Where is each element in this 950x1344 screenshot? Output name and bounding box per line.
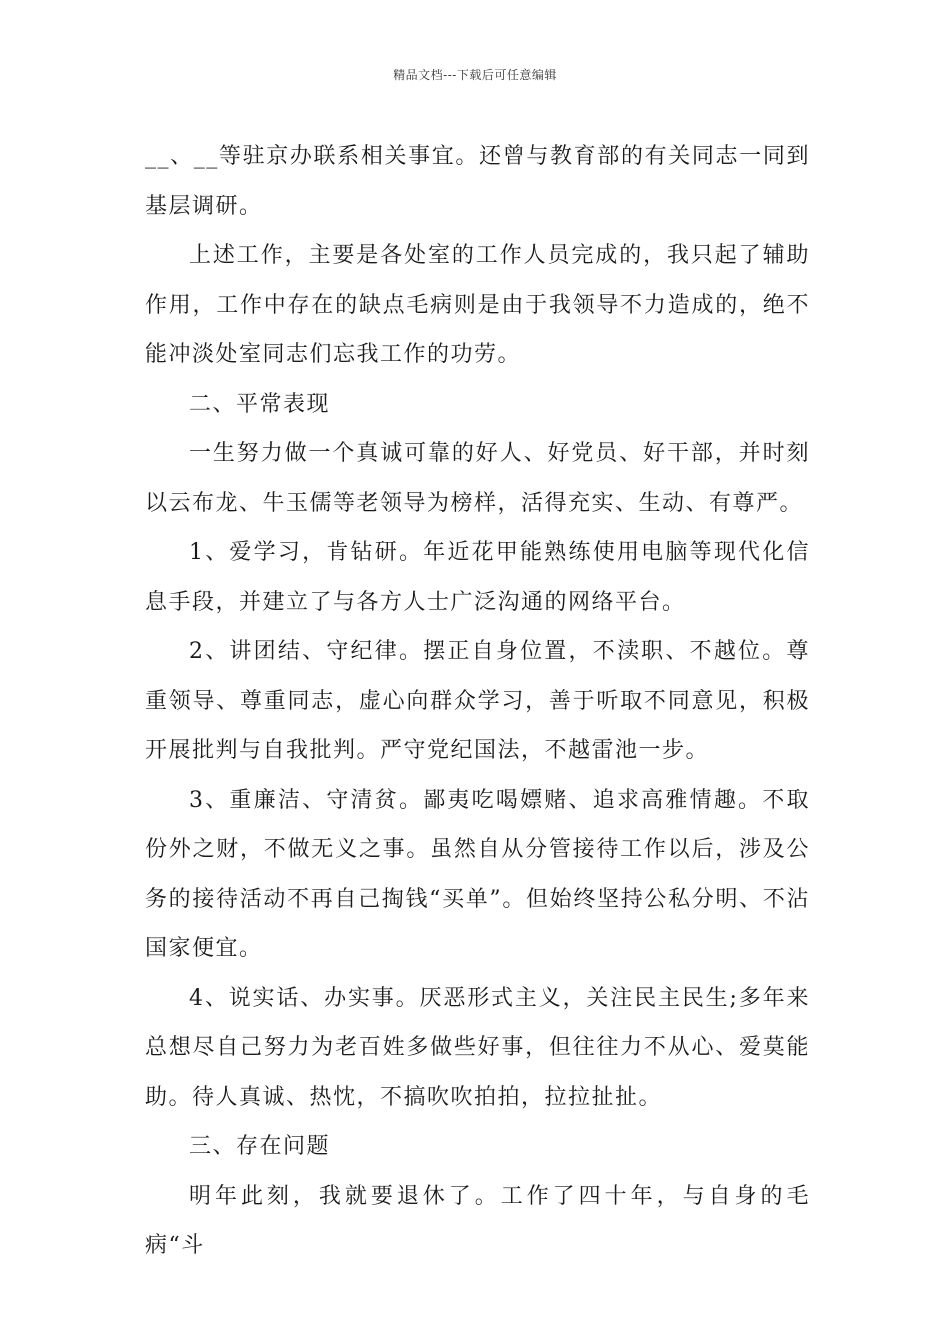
page-header: 精品文档---下载后可任意编辑	[393, 68, 557, 82]
paragraph-continued: __、__等驻京办联系相关事宜。还曾与教育部的有关同志一同到基层调研。	[145, 144, 810, 219]
list-item-integrity: 3、重廉洁、守清贫。鄙夷吃喝嫖赌、追求高雅情趣。不取份外之财，不做无义之事。虽然自从分管接待工作以后，涉及公务的接待活动不再自己掏钱“买单”。但始终坚持公私分明、不沾国家便宜。	[145, 787, 810, 961]
section-heading-performance: 二、平常表现	[189, 391, 331, 417]
paragraph-retirement: 明年此刻，我就要退休了。工作了四十年，与自身的毛病“斗	[145, 1183, 810, 1258]
document-body	[145, 132, 810, 1271]
section-heading-problems: 三、存在问题	[189, 1134, 331, 1159]
list-item-practical: 4、说实话、办实事。厌恶形式主义，关注民主民生;多年来总想尽自己努力为老百姓多做些好事，但往往力不从心、爱莫能助。待人真诚、热忱，不搞吹吹拍拍，拉拉扯扯。	[145, 985, 810, 1110]
list-item-study: 1、爱学习，肯钻研。年近花甲能熟练使用电脑等现代化信息手段，并建立了与各方人士广泛沟通的网络平台。	[145, 540, 810, 615]
list-item-discipline: 2、讲团结、守纪律。摆正自身位置，不渎职、不越位。尊重领导、尊重同志，虚心向群众学习，善于听取不同意见，积极开展批判与自我批判。严守党纪国法，不越雷池一步。	[145, 639, 810, 763]
paragraph-summary: 上述工作，主要是各处室的工作人员完成的，我只起了辅助作用，工作中存在的缺点毛病则是由于我领导不力造成的，绝不能冲淡处室同志们忘我工作的功劳。	[145, 243, 810, 367]
paragraph-intro: 一生努力做一个真诚可靠的好人、好党员、好干部，并时刻以云布龙、牛玉儒等老领导为榜样，活得充实、生动、有尊严。	[145, 441, 810, 516]
